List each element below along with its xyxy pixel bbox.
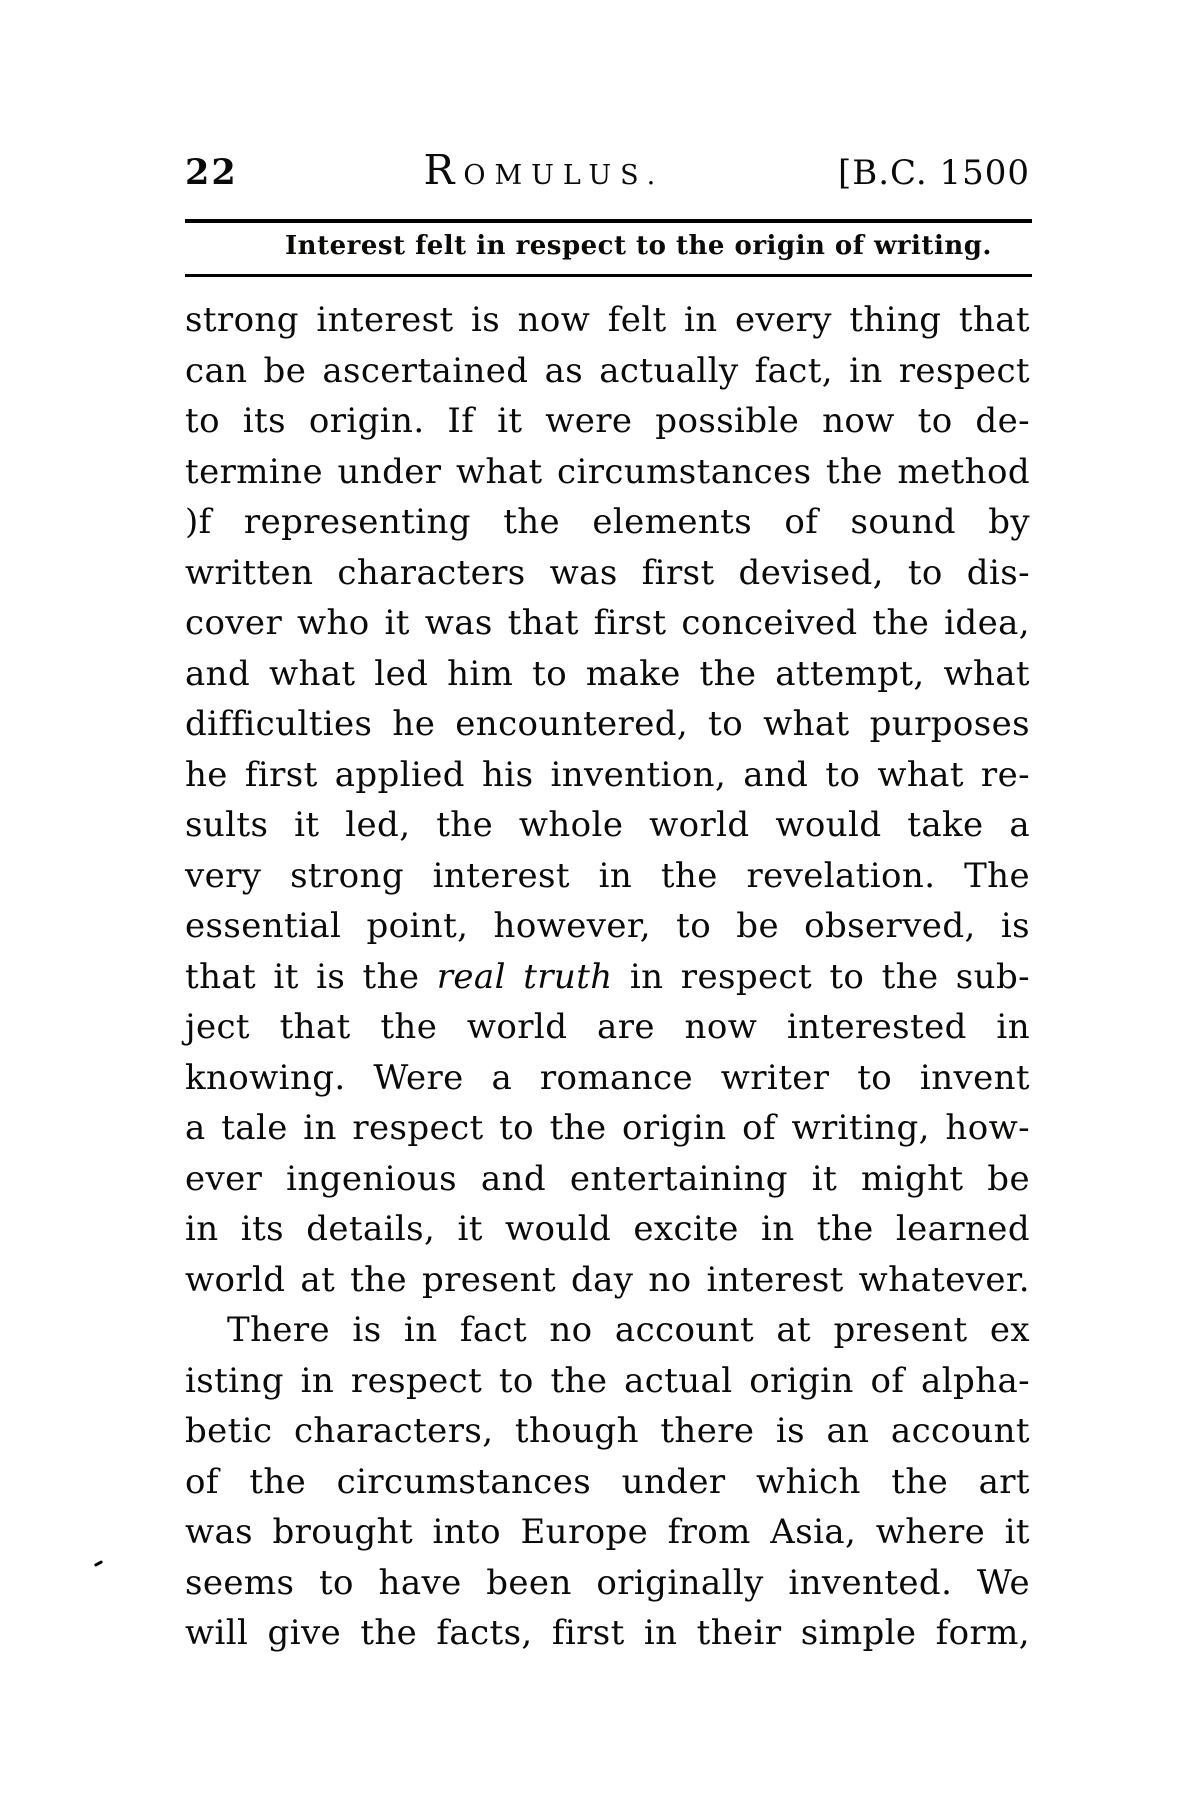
text-segment: isting in respect to the actual origin of alpha- bbox=[185, 1360, 1030, 1401]
body-line bbox=[185, 750, 1030, 801]
text-segment: There is in fact no account at present ex bbox=[227, 1310, 1030, 1350]
body-lines bbox=[185, 295, 1030, 1659]
text-segment: can be ascertained as actually fact, in respect bbox=[185, 350, 1030, 391]
body-line bbox=[185, 1558, 1030, 1609]
body-line bbox=[185, 1204, 1030, 1255]
text-segment: )f representing the elements of sound by bbox=[185, 502, 1030, 542]
text-segment: a tale in respect to the origin of writing, how- bbox=[185, 1108, 1030, 1148]
body-line bbox=[185, 1608, 1030, 1659]
text-segment: of the circumstances under which the art bbox=[185, 1461, 1030, 1502]
book-title-rest: OMULUS. bbox=[463, 160, 665, 191]
book-title-initial: R bbox=[423, 146, 464, 194]
text-segment: strong interest is now felt in every thing that bbox=[185, 300, 1030, 340]
body-line bbox=[185, 699, 1030, 750]
page-header bbox=[185, 146, 1030, 194]
text-segment: essential point, however, to be observed, is bbox=[185, 906, 1030, 946]
body-line bbox=[185, 1356, 1030, 1407]
body-line bbox=[185, 548, 1030, 599]
text-segment: ject that the world are now interested in bbox=[185, 1007, 1030, 1047]
text-segment: in its details, it would excite in the learned bbox=[185, 1209, 1030, 1249]
body-line bbox=[185, 598, 1030, 649]
body-line bbox=[185, 1103, 1030, 1154]
header-rule-bottom bbox=[185, 274, 1032, 277]
text-segment: cover who it was that first conceived the idea, bbox=[185, 603, 1030, 643]
body-line bbox=[185, 1507, 1030, 1558]
header-rule-top bbox=[185, 219, 1032, 223]
body-line bbox=[185, 396, 1030, 447]
book-title bbox=[423, 146, 664, 194]
text-segment: written characters was first devised, to dis- bbox=[185, 552, 1030, 593]
text-segment: ever ingenious and entertaining it might be bbox=[185, 1158, 1030, 1199]
text-segment: termine under what circumstances the method bbox=[185, 451, 1030, 492]
text-segment: he first applied his invention, and to what re- bbox=[185, 754, 1030, 795]
body-line bbox=[185, 295, 1030, 346]
body-line bbox=[185, 346, 1030, 397]
body-line bbox=[185, 1457, 1030, 1508]
text-segment: and what led him to make the attempt, what bbox=[185, 653, 1030, 694]
text-segment: that it is the bbox=[185, 956, 437, 997]
body-line bbox=[185, 1406, 1030, 1457]
date-annotation: [B.C. 1500 bbox=[837, 153, 1030, 193]
body-line bbox=[185, 1053, 1030, 1104]
italic-phrase: real truth bbox=[436, 956, 613, 997]
body-line bbox=[185, 447, 1030, 498]
text-segment: seems to have been originally invented. We bbox=[185, 1562, 1030, 1603]
text-segment: was brought into Europe from Asia, where it bbox=[185, 1512, 1030, 1552]
body-line bbox=[185, 497, 1030, 548]
text-segment: sults it led, the whole world would take a bbox=[185, 805, 1030, 845]
text-segment: very strong interest in the revelation. The bbox=[185, 855, 1030, 896]
page-number: 22 bbox=[185, 152, 238, 193]
body-line bbox=[185, 1154, 1030, 1205]
body-line bbox=[185, 1002, 1030, 1053]
text-segment: to its origin. If it were possible now to de- bbox=[185, 401, 1030, 441]
running-head: Interest felt in respect to the origin of writing. bbox=[285, 231, 992, 261]
text-segment: in respect to the sub- bbox=[612, 956, 1031, 997]
body-line bbox=[185, 851, 1030, 902]
text-segment: world at the present day no interest whatever. bbox=[185, 1259, 1030, 1300]
text-segment: betic characters, though there is an account bbox=[185, 1411, 1030, 1451]
body-line bbox=[185, 800, 1030, 851]
text-segment: knowing. Were a romance writer to invent bbox=[185, 1057, 1030, 1098]
body-line bbox=[185, 901, 1030, 952]
text-segment: will give the facts, first in their simple form, bbox=[185, 1613, 1030, 1653]
margin-ink-speck bbox=[94, 1560, 103, 1567]
text-segment: difficulties he encountered, to what purposes bbox=[185, 704, 1030, 744]
body-line bbox=[185, 649, 1030, 700]
body-line bbox=[185, 952, 1030, 1003]
body-line bbox=[185, 1255, 1030, 1306]
body-line bbox=[185, 1305, 1030, 1356]
